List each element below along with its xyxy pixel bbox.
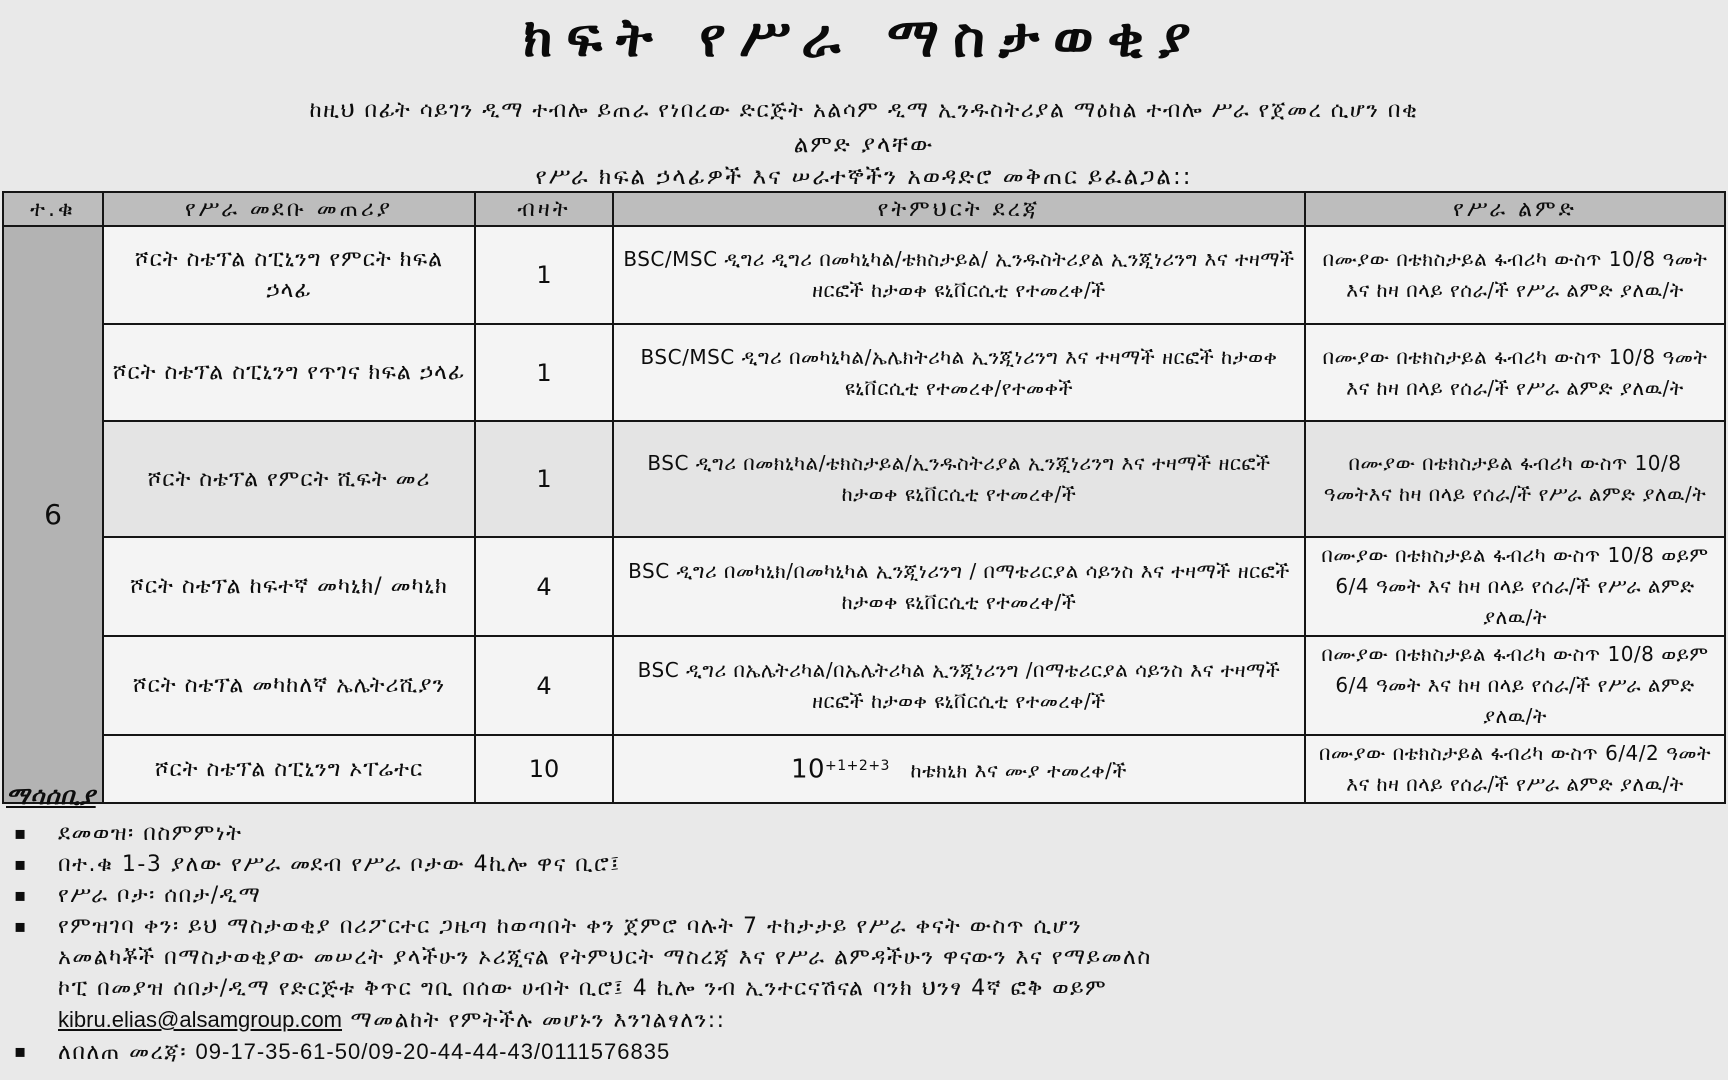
position-title: ሾርት ስቴፕል መካከለኛ ኤሌትሪሺያን (103, 636, 475, 735)
header-seq: ተ.ቁ (3, 192, 103, 226)
registration-line-3: ኮፒ በመያዝ ሰበታ/ዲማ የድርጅቱ ቅጥር ግቢ በሰው ሀብት ቢሮ፤ 4 ኪሎ ንብ ኢንተርናሽናል ባንክ ህንፃ 4ኛ ፎቅ ወይም (58, 976, 1108, 1001)
header-education: የትምህርት ደረጃ (613, 192, 1305, 226)
intro-line-1: ከዚህ በፊት ሳይገን ዲማ ተብሎ ይጠራ የነበረው ድርጅት አልሳም ዲማ ኢንዱስትሪያል ማዕከል ተብሎ ሥራ የጀመረ ሲሆን በቂ (309, 98, 1419, 123)
position-title: ሾርት ስቴፕል ስፒኒንግ የጥገና ክፍል ኃላፊ (103, 324, 475, 421)
education-requirement: BSC/MSC ዲግሪ ዲግሪ በመካኒካል/ቴክስታይል/ ኢንዱስትሪያል ኢንጂነሪንግ እና ተዛማች ዘርፎች ከታወቀ ዩኒቨርሲቲ የተመረቀ/ች (613, 226, 1305, 324)
education-requirement (613, 735, 1305, 803)
position-quantity: 1 (475, 421, 613, 537)
position-title: ሾርት ስቴፕል ስፒኒንግ የምርት ክፍል ኃላፊ (103, 226, 475, 324)
education-requirement: BSC ዲግሪ በመክኒካል/ቴክስታይል/ኢንዱስትሪያል ኢንጂነሪንግ እና ተዛማች ዘርፎች ከታወቀ ዩኒቨርሲቲ የተመረቀ/ች (613, 421, 1305, 537)
header-experience: የሥራ ልምድ (1305, 192, 1725, 226)
registration-line-2: አመልካቾች በማስታወቂያው መሠረት ያላችሁን ኦሪጂናል የትምህርት ማስረጃ እና የሥራ ልምዳችሁን ዋናውን እና የማይመለስ (58, 945, 1152, 970)
header-position: የሥራ መደቡ መጠሪያ (103, 192, 475, 226)
experience-requirement: በሙያው በቴክስታይል ፋብሪካ ውስጥ 10/8 ወይም 6/4 ዓመት እና ከዛ በላይ የሰራ/ች የሥራ ልምድ ያለዉ/ት (1305, 537, 1725, 636)
position-title: ሾርት ስቴፕል ስፒኒንግ ኦፐሬተር (103, 735, 475, 803)
header-quantity: ብዛት (475, 192, 613, 226)
table-row (3, 421, 1725, 537)
experience-requirement: በሙያው በቴክስታይል ፋብሪካ ውስጥ 10/8 ዓመትእና ከዛ በላይ የሰራ/ች የሥራ ልምድ ያለዉ/ት (1305, 421, 1725, 537)
registration-line-4 (58, 1004, 1722, 1036)
education-grade-suffix: +1+2+3 (825, 758, 890, 775)
table-row (3, 537, 1725, 636)
position-quantity: 4 (475, 636, 613, 735)
position-quantity: 1 (475, 226, 613, 324)
email-link[interactable]: kibru.elias@alsamgroup.com (58, 1007, 343, 1032)
email-suffix: ማመልከት የምትችሉ መሆኑን እንገልፃለን:: (342, 1008, 726, 1033)
registration-line-1: ▪ የምዝገባ ቀን፡ ይህ ማስታወቂያ በሪፖርተር ጋዜጣ ከወጣበት ቀን ጀምሮ ባሉት 7 ተከታታይ የሥራ ቀናት ውስጥ ሲሆን (58, 914, 1083, 939)
list-item: ▪ የሥራ ቦታ፡ ሰበታ/ዲማ (10, 880, 1722, 911)
table-row (3, 324, 1725, 421)
experience-requirement: በሙያው በቴክስታይል ፋብሪካ ውስጥ 10/8 ወይም 6/4 ዓመት እና ከዛ በላይ የሰራ/ች የሥራ ልምድ ያለዉ/ት (1305, 636, 1725, 735)
list-item-registration (10, 911, 1722, 1036)
table-header-row (3, 192, 1725, 226)
position-quantity: 1 (475, 324, 613, 421)
list-item: ▪ ደመወዝ፡ በስምምነት (10, 818, 1722, 849)
contact-label: ለበለጠ መረጃ፡ (58, 1040, 196, 1065)
phone-numbers: 09-17-35-61-50/09-20-44-44-43/0111576835 (195, 1039, 671, 1064)
table-row (3, 226, 1725, 324)
table-row (3, 735, 1725, 803)
education-requirement: BSC/MSC ዲግሪ በመካኒካል/ኤሌክትሪካል ኢንጂነሪንግ እና ተዛማች ዘርፎች ከታወቀ ዩኒቨርሲቲ የተመረቀ/የተመቀች (613, 324, 1305, 421)
intro-line-3: የሥራ ክፍል ኃላፊዎች እና ሠራተኞችን አወዳድሮ መቅጠር ይፈልጋል:: (535, 164, 1193, 190)
notes-heading: ማሳሰቢያ (6, 782, 96, 810)
notes-list (10, 818, 1722, 1068)
education-requirement: BSC ዲግሪ በመካኒክ/በመካኒካል ኢንጂነሪንግ / በማቴሪርያል ሳይንስ እና ተዛማች ዘርፎች ከታወቀ ዩኒቨርሲቲ የተመረቀ/ች (613, 537, 1305, 636)
education-requirement: BSC ዲግሪ በኤሌትሪካል/በኤሌትሪካል ኢንጂነሪንግ /በማቴሪርያል ሳይንስ እና ተዛማች ዘርፎች ከታወቀ ዩኒቨርሲቲ የተመረቀ/ች (613, 636, 1305, 735)
seq-number: 6 (3, 226, 103, 803)
table-row (3, 636, 1725, 735)
position-title: ሾርት ስቴፕል የምርት ሺፍት መሪ (103, 421, 475, 537)
ad-title: ክፍት የሥራ ማስታወቂያ (523, 6, 1205, 69)
intro-line-2: ልምድ ያላቸው (793, 132, 935, 158)
experience-requirement: በሙያው በቴክስታይል ፋብሪካ ውስጥ 10/8 ዓመት እና ከዛ በላይ የሰራ/ች የሥራ ልምድ ያለዉ/ት (1305, 226, 1725, 324)
education-grade: 10 (790, 754, 826, 785)
position-quantity: 10 (475, 735, 613, 803)
vacancy-table (2, 191, 1726, 804)
experience-requirement: በሙያው በቴክስታይል ፋብሪካ ውስጥ 10/8 ዓመት እና ከዛ በላይ የሰራ/ች የሥራ ልምድ ያለዉ/ት (1305, 324, 1725, 421)
list-item: ▪ በተ.ቁ 1-3 ያለው የሥራ መደብ የሥራ ቦታው 4ኪሎ ዋና ቢሮ፤ (10, 849, 1722, 880)
list-item-contact (10, 1036, 1722, 1068)
position-title: ሾርት ስቴፕል ከፍተኛ መካኒክ/ መካኒክ (103, 537, 475, 636)
position-quantity: 4 (475, 537, 613, 636)
education-detail: ከቴክኒክ እና ሙያ ተመረቀ/ች (910, 758, 1128, 783)
experience-requirement: በሙያው በቴክስታይል ፋብሪካ ውስጥ 6/4/2 ዓመት እና ከዛ በላይ የሰራ/ች የሥራ ልምድ ያለዉ/ት (1305, 735, 1725, 803)
